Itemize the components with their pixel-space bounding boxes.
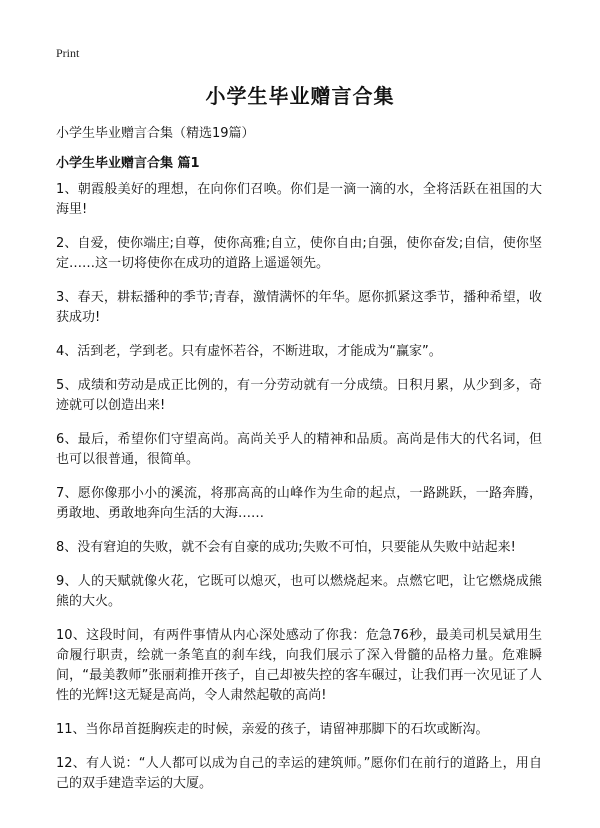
message-item: 5、成绩和劳动是成正比例的，有一分劳动就有一分成绩。日积月累，从少到多，奇迹就可以创造出来! — [56, 378, 542, 413]
message-item: 2、自爱，使你端庄;自尊，使你高雅;自立，使你自由;自强，使你奋发;自信，使你坚定……这一切将使你在成功的道路上遥遥领先。 — [56, 236, 542, 271]
message-item: 6、最后，希望你们守望高尚。高尚关乎人的精神和品质。高尚是伟大的代名词，但也可以很普通，很简单。 — [56, 432, 542, 467]
message-item: 9、人的天赋就像火花，它既可以熄灭，也可以燃烧起来。点燃它吧，让它燃烧成熊熊的大火。 — [56, 574, 542, 609]
message-item: 3、春天，耕耘播种的季节;青春，激情满怀的年华。愿你抓紧这季节，播种希望，收获成功! — [56, 290, 542, 325]
message-item: 11、当你昂首挺胸疾走的时候，亲爱的孩子，请留神那脚下的石坎或断沟。 — [56, 722, 489, 737]
message-item: 8、没有窘迫的失败，就不会有自豪的成功;失败不可怕，只要能从失败中站起来! — [56, 540, 516, 555]
message-item: 1、朝霞般美好的理想，在向你们召唤。你们是一滴一滴的水，全将活跃在祖国的大海里! — [56, 182, 542, 217]
message-item: 4、活到老，学到老。只有虚怀若谷，不断进取，才能成为“赢家”。 — [56, 344, 442, 359]
message-item: 12、有人说：“人人都可以成为自己的幸运的建筑师。”愿你们在前行的道路上，用自己的双手建造幸运的大厦。 — [56, 756, 542, 791]
message-item: 7、愿你像那小小的溪流，将那高高的山峰作为生命的起点，一路跳跃，一路奔腾，勇敢地、勇敢地奔向生活的大海…… — [56, 486, 542, 521]
page-title: 小学生毕业赠言合集 — [205, 84, 395, 108]
print-label: Print — [56, 46, 80, 60]
section-heading: 小学生毕业赠言合集 篇1 — [56, 156, 200, 171]
message-list — [56, 180, 542, 808]
message-item: 10、这段时间，有两件事情从内心深处感动了你我：危急76秒，最美司机吴斌用生命履行职责，绘就一条笔直的刹车线，向我们展示了深入骨髓的品格力量。危难瞬间，“最美教师”张丽莉推开孩子，自己却被失控的客车碾过，让我们再一次见证了人性的光辉!这无疑是高尚，令人肃然起敬的高尚! — [56, 628, 542, 703]
document-subtitle: 小学生毕业赠言合集（精选19篇） — [56, 126, 255, 141]
